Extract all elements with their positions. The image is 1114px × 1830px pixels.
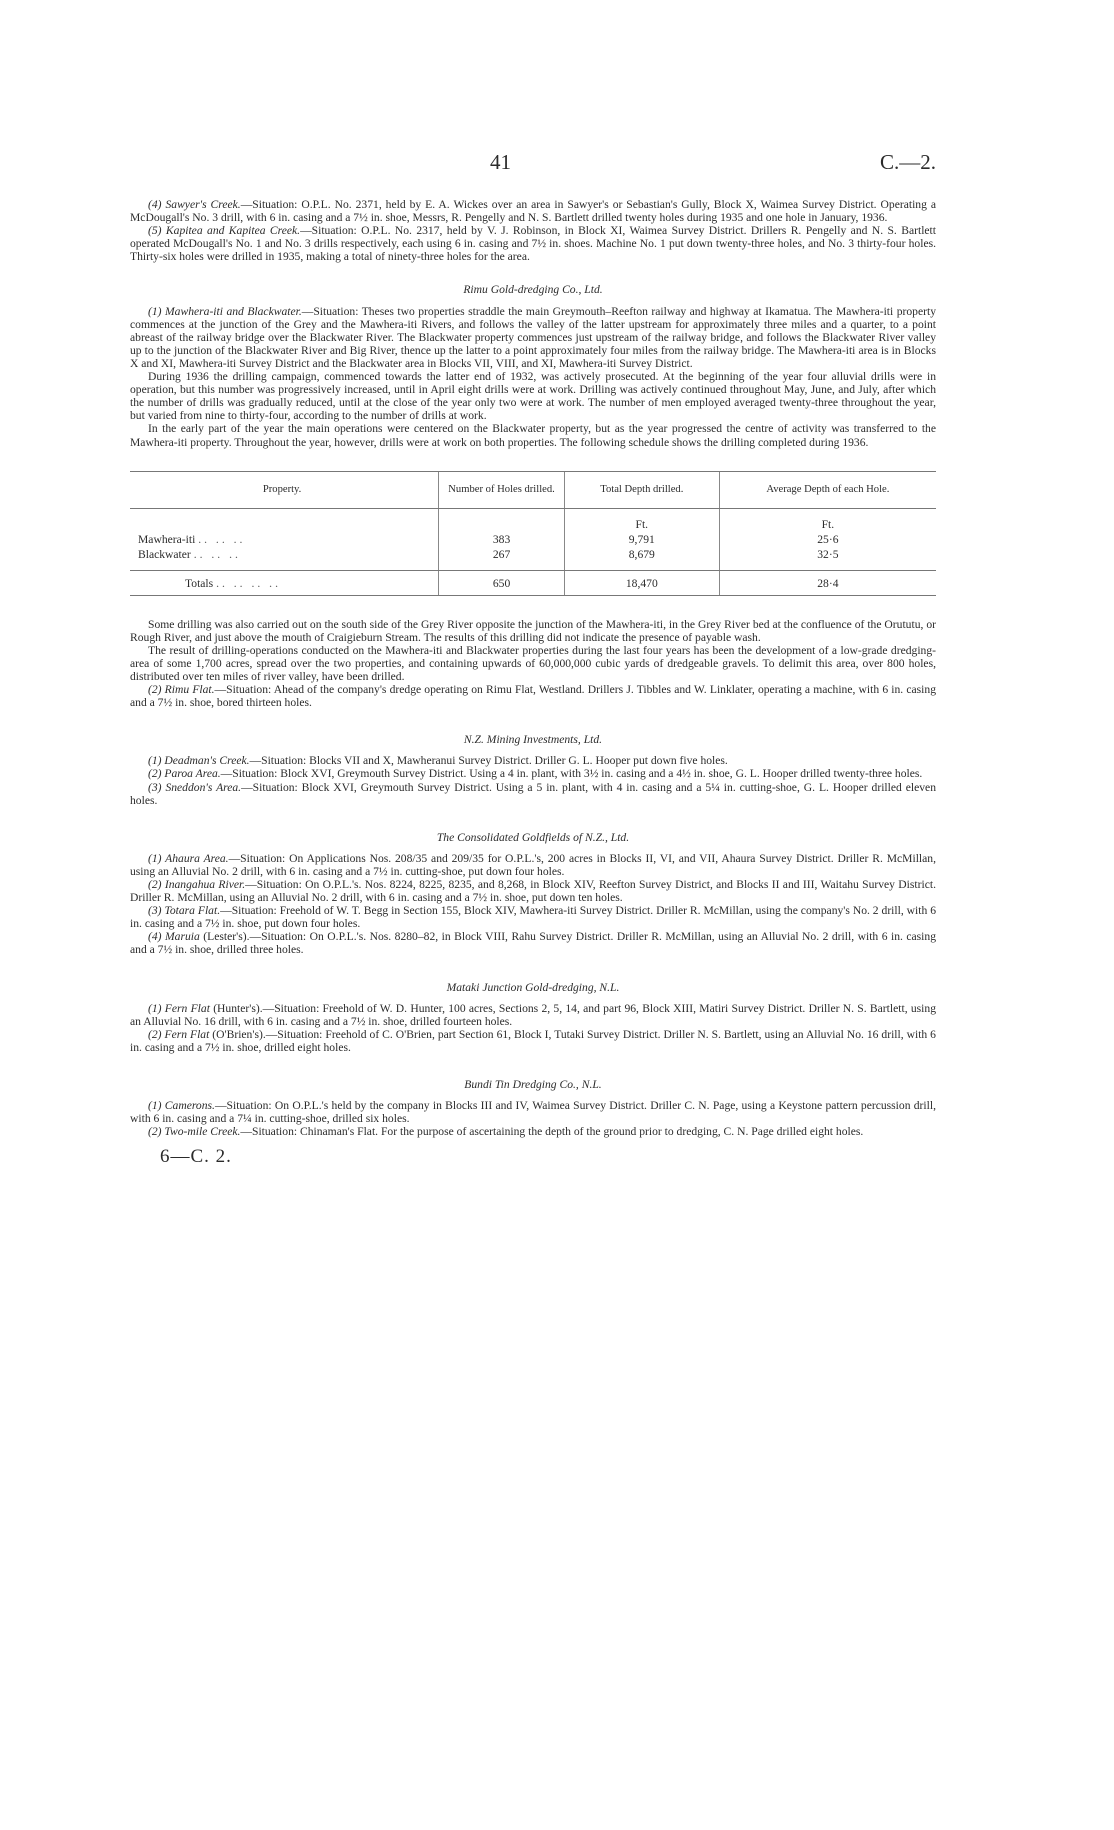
- paragraph-sawyers-creek: [130, 198, 936, 224]
- paragraph-text: (Hunter's).—Situation: Freehold of W. D. Hunter, 100 acres, Sections 2, 5, 14, and part 96, Block XIII, Matiri Survey District. Driller N. S. Bartlett, using an Alluvial No. 16 drill, with 6 in. casing and a 7½ in. shoe, drilled fourteen holes.: [130, 1001, 936, 1028]
- section-heading-bundi: Bundi Tin Dredging Co., N.L.: [464, 1078, 602, 1092]
- page-header: [130, 150, 936, 180]
- paragraph-text: —Situation: Blocks VII and X, Mawheranui Survey District. Driller G. L. Hooper put down five holes.: [249, 754, 728, 768]
- cell-holes: 267: [439, 547, 565, 562]
- paragraph-title: (1) Mawhera-iti and Blackwater.: [148, 304, 302, 318]
- cell-total-depth: 18,470: [564, 570, 719, 595]
- paragraph-text: (Lester's).—Situation: On O.P.L.'s. Nos. 8280–82, in Block VIII, Rahu Survey District. Driller R. McMillan, using an Alluvial No. 2 drill, with 6 in. casing and a 7½ in. shoe, drilled three holes.: [130, 930, 936, 957]
- paragraph-ahaura: [130, 852, 936, 878]
- paragraph-sneddons-area: [130, 781, 936, 807]
- section-heading-rimu: Rimu Gold-dredging Co., Ltd.: [463, 283, 603, 297]
- column-header-property: Property.: [130, 471, 439, 508]
- paragraph-text: —Situation: Ahead of the company's dredge operating on Rimu Flat, Westland. Drillers J. Tibbles and W. Linklater, operating a machine, with 6 in. casing and a 7½ in. shoe, bored thirteen holes.: [130, 683, 936, 710]
- cell-holes: 383: [439, 532, 565, 547]
- paragraph-text: —Situation: Freehold of W. T. Begg in Section 155, Block XIV, Mawhera-iti Survey District. Driller R. McMillan, using the company's No. 2 drill, with 6 in. casing and a 7½ in. shoe, put down four holes.: [130, 904, 936, 931]
- footer-signature: 6—C. 2.: [160, 1146, 232, 1168]
- paragraph-early-part: In the early part of the year the main operations were centered on the Blackwater property, but as the year progressed the centre of activity was transferred to the Mawhera-iti property. Throughout the year, however, drills were at work on both properties. The following schedule shows the drilling completed during 1936.: [130, 422, 936, 449]
- paragraph-title: (3) Totara Flat.: [148, 904, 221, 918]
- table-total-row: [130, 570, 936, 595]
- paragraph-title: (2) Fern Flat: [148, 1027, 210, 1041]
- paragraph-text: (O'Brien's).—Situation: Freehold of C. O'Brien, part Section 61, Block I, Tutaki Survey District. Driller N. S. Bartlett, using an Alluvial No. 16 drill, with 6 in. casing and a 7½ in. shoe, drilled eight holes.: [130, 1027, 936, 1054]
- paragraph-result: The result of drilling-operations conducted on the Mawhera-iti and Blackwater properties during the last four years has been the development of a low-grade dredging-area of some 1,700 acres, spread over the two properties, and containing upwards of 60,000,000 cubic yards of dredgeable gravels. To delimit this area, over 800 holes, distributed over ten miles of river valley, have been drilled.: [130, 643, 936, 683]
- cell-depth: 8,679: [564, 547, 719, 562]
- column-header-depth: Total Depth drilled.: [564, 471, 719, 508]
- section-heading-mataki: Mataki Junction Gold-dredging, N.L.: [446, 980, 620, 994]
- paragraph-title: (4) Sawyer's Creek.: [148, 198, 241, 211]
- paragraph-camerons: [130, 1099, 936, 1125]
- paragraph-fern-flat-hunters: [130, 1002, 936, 1028]
- paragraph-title: (4) Maruia: [148, 930, 200, 944]
- column-header-holes: Number of Holes drilled.: [439, 471, 565, 508]
- paragraph-inangahua: [130, 878, 936, 904]
- paragraph-totara-flat: [130, 904, 936, 930]
- paragraph-title: (1) Fern Flat: [148, 1001, 210, 1015]
- document-code: C.—2.: [879, 150, 936, 174]
- paragraph-title: (1) Ahaura Area.: [148, 851, 229, 865]
- table-row: [130, 532, 936, 547]
- paragraph-title: (1) Camerons.: [148, 1099, 215, 1113]
- paragraph-text: —Situation: On O.P.L.'s. Nos. 8224, 8225, 8235, and 8,268, in Block XIV, Reefton Survey District, and Blocks II and III, Waitahu Survey District. Driller R. McMillan, using an Alluvial No. 2 drill, with 6 in. casing and a 7½ in. shoe, put down ten holes.: [130, 878, 936, 905]
- paragraph-text: —Situation: Theses two properties straddle the main Greymouth–Reefton railway and highway at Ikamatua. The Mawhera-iti property commences at the junction of the Grey and the Mawhera-iti Rivers, and follows the valley of the latter upstream for approximately three miles and a quarter, to a point abreast of the railway bridge over the Blackwater River. The Blackwater property commences just upstream of the railway bridge, and follows the Blackwater River valley up to the junction of the Blackwater River and Big River, thence up the latter to a point approximately four miles from the railway bridge. The Mawhera-iti area is in Blocks X and XI, Mawhera-iti Survey District and the Blackwater area in Blocks VII, VIII, and XI, Mawhera-iti Survey District.: [130, 304, 937, 370]
- paragraph-south-side: Some drilling was also carried out on the south side of the Grey River opposite the junction of the Mawhera-iti, in the Grey River bed at the confluence of the Orututu, or Rough River, and just above the mouth of Craigieburn Stream. The results of this drilling did not indicate the presence of payable wash.: [130, 617, 936, 644]
- paragraph-kapitea: [130, 224, 936, 263]
- property-name: Blackwater: [138, 547, 191, 561]
- property-name: Mawhera-iti: [138, 532, 196, 546]
- paragraph-title: (1) Deadman's Creek.: [148, 754, 250, 768]
- paragraph-text: —Situation: On Applications Nos. 208/35 and 209/35 for O.P.L.'s, 200 acres in Blocks II, VI, and VII, Ahaura Survey District. Driller R. McMillan, using an Alluvial No. 2 drill, with 6 in. casing and a 7½ in. cutting-shoe, put down four holes.: [130, 851, 936, 878]
- table-header-row: [130, 471, 936, 508]
- column-header-average: Average Depth of each Hole.: [719, 471, 936, 508]
- table-row: [130, 547, 936, 562]
- page-number: 41: [490, 150, 511, 174]
- table-units-row: [130, 517, 936, 532]
- cell-average: 32·5: [719, 547, 936, 562]
- unit-depth: Ft.: [564, 517, 719, 532]
- paragraph-paroa-area: [130, 767, 936, 780]
- paragraph-maruia: [130, 930, 936, 956]
- paragraph-text: —Situation: Chinaman's Flat. For the purpose of ascertaining the depth of the ground prior to dredging, C. N. Page drilled eight holes.: [240, 1125, 864, 1139]
- cell-total-label: Totals .. .. .. ..: [130, 570, 439, 595]
- paragraph-deadmans-creek: [130, 754, 936, 767]
- paragraph-title: (2) Two-mile Creek.: [148, 1125, 241, 1139]
- paragraph-mawhera-iti: [130, 305, 936, 370]
- paragraph-fern-flat-obriens: [130, 1028, 936, 1054]
- cell-average: 25·6: [719, 532, 936, 547]
- paragraph-text: —Situation: O.P.L. No. 2371, held by E. A. Wickes over an area in Sawyer's or Sebastian's Gully, Block X, Waimea Survey District. Operating a McDougall's No. 3 drill, with 6 in. casing and a 7½ in. shoe, Messrs, R. Pengelly and N. S. Bartlett drilled twenty holes during 1935 and one hole in January, 1936.: [130, 198, 936, 225]
- paragraph-title: (2) Rimu Flat.: [148, 683, 215, 697]
- cell-property: Mawhera-iti .. .. ..: [138, 532, 246, 546]
- paragraph-title: (5) Kapitea and Kapitea Creek.: [148, 224, 301, 238]
- paragraph-two-mile-creek: [130, 1125, 936, 1138]
- drilling-schedule-table: [130, 471, 936, 596]
- section-heading-nz-mining: N.Z. Mining Investments, Ltd.: [463, 733, 603, 747]
- cell-property: Blackwater .. .. ..: [138, 547, 241, 561]
- paragraph-text: —Situation: Block XVI, Greymouth Survey District. Using a 4 in. plant, with 3½ in. casing and a 4½ in. shoe, G. L. Hooper drilled twenty-three holes.: [220, 767, 923, 781]
- section-heading-consolidated: The Consolidated Goldfields of N.Z., Ltd.: [436, 830, 630, 844]
- paragraph-title: (2) Paroa Area.: [148, 767, 221, 781]
- cell-depth: 9,791: [564, 532, 719, 547]
- document-page: [130, 0, 936, 1830]
- paragraph-title: (2) Inangahua River.: [148, 878, 246, 891]
- document-body: [130, 198, 937, 1168]
- paragraph-drilling-campaign: During 1936 the drilling campaign, commenced towards the latter end of 1932, was actively prosecuted. At the beginning of the year four alluvial drills were in operation, but this number was progressively increased, until in April eight drills were at work. Drilling was actively continued throughout May, June, and July, after which the number of drills was gradually reduced, until at the close of the year only two were at work. The number of men employed averaged twenty-three throughout the year, but varied from nine to thirty-four, according to the number of drills at work.: [130, 370, 936, 423]
- cell-total-average: 28·4: [719, 570, 936, 595]
- total-label: Totals: [185, 576, 214, 590]
- paragraph-title: (3) Sneddon's Area.: [148, 780, 242, 794]
- unit-average: Ft.: [719, 517, 936, 532]
- paragraph-text: —Situation: O.P.L. No. 2317, held by V. J. Robinson, in Block XI, Waimea Survey District. Drillers R. Pengelly and N. S. Bartlett operated McDougall's No. 1 and No. 3 drills respectively, each using 6 in. casing and 7½ in. shoes. Machine No. 1 put down twenty-three holes, and No. 3 thirty-four holes. Thirty-six holes were drilled in 1935, making a total of ninety-three holes for the area.: [130, 224, 936, 264]
- paragraph-rimu-flat: [130, 683, 936, 709]
- paragraph-text: —Situation: Block XVI, Greymouth Survey District. Using a 5 in. plant, with 4 in. casing and a 5¼ in. cutting-shoe, G. L. Hooper drilled eleven holes.: [130, 780, 936, 807]
- cell-total-holes: 650: [439, 570, 565, 595]
- paragraph-text: —Situation: On O.P.L.'s held by the company in Blocks III and IV, Waimea Survey District. Driller C. N. Page, using a Keystone pattern percussion drill, with 6 in. casing and a 7¼ in. cutting-shoe, drilled six holes.: [130, 1099, 936, 1126]
